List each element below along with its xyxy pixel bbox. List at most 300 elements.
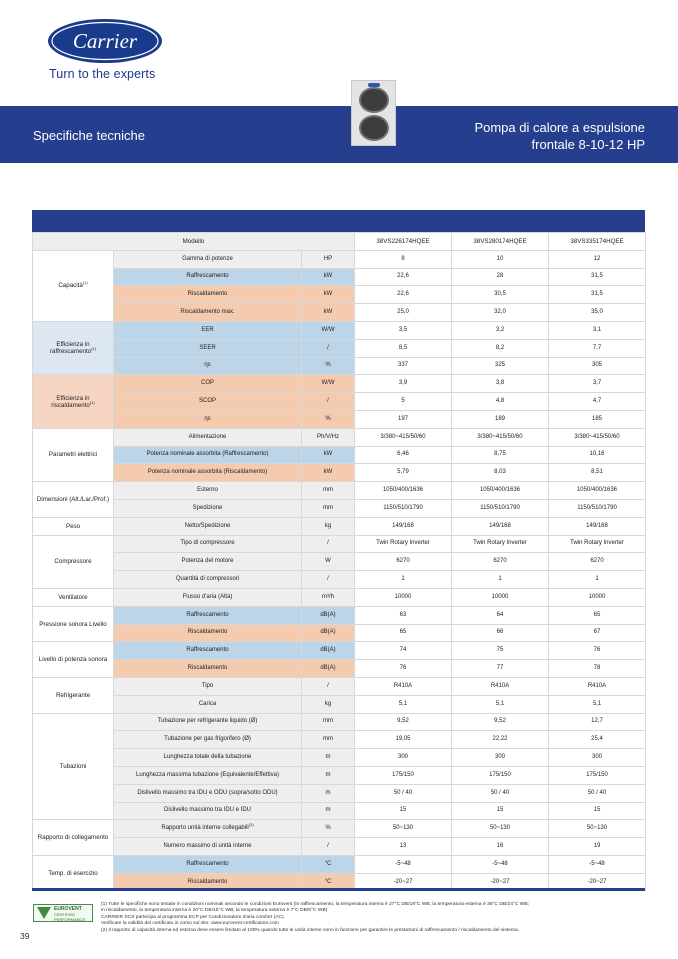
group-name: Peso [65,522,81,530]
parameter-name [114,250,302,268]
value-cell: 13 [355,838,452,856]
table-row [33,571,646,589]
value-cell: 8,2 [452,339,549,357]
value-cell: 3,5 [355,321,452,339]
spec-table-body [33,233,646,891]
value-cell: 300 [549,749,646,767]
value-cell: 50 / 40 [452,784,549,802]
value-cell: R410A [452,677,549,695]
value-cell: 3,8 [452,375,549,393]
group-label [33,855,114,891]
table-row [33,321,646,339]
parameter-name [114,642,302,660]
value-cell: 32,0 [452,304,549,322]
unit: W [302,553,355,571]
table-row [33,393,646,411]
value-cell: -20~27 [549,873,646,891]
table-row [33,339,646,357]
table-row [33,731,646,749]
table-row [33,838,646,856]
eurovent-line2: CERTIFIED PERFORMANCE [54,912,86,922]
value-cell: 1050/400/1636 [355,482,452,500]
value-cell: 5,79 [355,464,452,482]
table-bottom-rule [32,888,645,891]
unit: m [302,749,355,767]
footnote-line: (1) Tutte le specifiche sono testate in condizioni nominali secondo le condizioni Eurovent (in raffrescamento, la temperatura interna è 27°C DB/19°C WB; la temperatura esterna è 35°C DB/24°C WB; [101,902,529,907]
value-cell: 9,52 [452,713,549,731]
parameter-text: Tubazione per refrigerante liquido (Ø) [157,718,258,725]
table-row [33,428,646,446]
value-cell: 175/150 [549,766,646,784]
parameter-name [114,695,302,713]
value-cell: 1150/510/1790 [549,499,646,517]
parameter-text: Potenza del motore [181,558,234,565]
value-cell: 6270 [549,553,646,571]
product-title-line1: Pompa di calore a espulsione [474,120,645,135]
value-cell: 8 [355,250,452,268]
parameter-name [114,855,302,873]
model-name: 38VS335174HQEE [549,233,646,251]
table-row [33,375,646,393]
group-label [33,321,114,374]
parameter-name [114,784,302,802]
parameter-name [114,304,302,322]
value-cell: 1 [452,571,549,589]
value-cell: 6270 [355,553,452,571]
parameter-name [114,677,302,695]
model-header-row [33,233,646,251]
group-label [33,642,114,678]
value-cell: 15 [355,802,452,820]
value-cell: 64 [452,606,549,624]
group-label [33,250,114,321]
page-number: 39 [20,931,30,941]
table-header-bar [32,210,645,232]
table-row [33,606,646,624]
table-row [33,677,646,695]
unit: mm [302,713,355,731]
value-cell: 28 [452,268,549,286]
group-name: Livello di potenza sonora [38,656,108,664]
parameter-name [114,268,302,286]
group-name: Dimensioni (Alt./Lar./Prof.) [36,495,110,503]
unit: dB(A) [302,606,355,624]
table-row [33,784,646,802]
unit: kg [302,695,355,713]
parameter-text: Riscaldamento max. [180,309,235,316]
value-cell: 300 [452,749,549,767]
parameter-text: Tipo [201,682,214,689]
value-cell: 75 [452,642,549,660]
parameter-name [114,339,302,357]
unit: / [302,535,355,553]
unit: m [302,802,355,820]
group-label [33,588,114,606]
value-cell: 4,7 [549,393,646,411]
footnote-line: (2) Il rapporto di capacità interna ed esterna deve essere limitato al 100% quando tutte le unità interne sono in funzione per garantire le prestazioni di raffrescamento / riscaldamento del sistema. [101,927,520,933]
group-name: Efficienza in riscaldamento [51,394,90,409]
value-cell: 35,0 [549,304,646,322]
parameter-name [114,820,302,838]
value-cell: 149/168 [549,517,646,535]
unit: W/W [302,321,355,339]
parameter-text: Raffrescamento [186,860,229,867]
eurovent-logo [33,904,93,922]
value-cell: 10000 [549,588,646,606]
table-row [33,357,646,375]
value-cell: 10,16 [549,446,646,464]
value-cell: 5,1 [355,695,452,713]
unit: dB(A) [302,660,355,678]
table-row [33,286,646,304]
value-cell: 50~130 [549,820,646,838]
value-cell: 8,51 [549,464,646,482]
value-cell: -5~48 [355,855,452,873]
parameter-name [114,588,302,606]
group-label [33,428,114,481]
value-cell: 3/380~415/50/60 [549,428,646,446]
value-cell: 22,6 [355,268,452,286]
parameter-text: Raffrescamento [186,273,229,280]
value-cell: 149/168 [452,517,549,535]
parameter-text: Flusso d'aria (Alta) [182,593,233,600]
unit: % [302,820,355,838]
value-cell: 30,5 [452,286,549,304]
footnote-ref: (1) [89,399,95,405]
unit: / [302,838,355,856]
value-cell: Twin Rotary Inverter [355,535,452,553]
table-row [33,250,646,268]
value-cell: 175/150 [355,766,452,784]
parameter-name [114,286,302,304]
unit: m [302,784,355,802]
value-cell: 300 [355,749,452,767]
value-cell: -20~27 [452,873,549,891]
value-cell: 3,9 [355,375,452,393]
tagline: Turn to the experts [49,67,156,81]
parameter-name [114,624,302,642]
parameter-text: Carica [198,700,217,707]
value-cell: 76 [549,642,646,660]
value-cell: 6270 [452,553,549,571]
parameter-name [114,321,302,339]
value-cell: 3,1 [549,321,646,339]
group-name: Efficienza in raffrescamento [49,341,92,356]
parameter-text: Riscaldamento [187,878,228,885]
value-cell: 22,22 [452,731,549,749]
group-name: Ventilatore [58,593,88,601]
value-cell: 50~130 [452,820,549,838]
parameter-text: Riscaldamento [187,291,228,298]
value-cell: Twin Rotary Inverter [549,535,646,553]
table-row [33,588,646,606]
value-cell: 50~130 [355,820,452,838]
footnote-line: in riscaldamento, la temperatura interna è 20°C DB/15°C WB, la temperatura esterna è 7°C DB/6°C WB) [101,908,328,914]
parameter-text: Rapporto unità interne collegabili [161,825,249,832]
value-cell: 9,52 [355,713,452,731]
spec-table [32,232,646,891]
value-cell: 65 [549,606,646,624]
value-cell: 1 [355,571,452,589]
parameter-name [114,499,302,517]
value-cell: 337 [355,357,452,375]
parameter-text: ηs [204,415,211,422]
parameter-text: COP [200,380,214,387]
eurovent-line1: EUROVENT [54,906,82,912]
value-cell: 25,4 [549,731,646,749]
value-cell: 197 [355,410,452,428]
value-cell: -5~48 [549,855,646,873]
value-cell: R410A [355,677,452,695]
table-row [33,642,646,660]
value-cell: 1150/510/1790 [355,499,452,517]
footnote-ref: (2) [248,822,254,828]
carrier-logo [47,18,163,64]
group-label [33,820,114,856]
parameter-name [114,749,302,767]
value-cell: 10000 [355,588,452,606]
footnote-line: Verificare la validità del certificato in corso sul sito: www.eurovent-certification.com [101,921,279,927]
footnote-ref: (1) [82,280,88,286]
parameter-text: ηs [204,362,211,369]
parameter-name [114,713,302,731]
table-row [33,695,646,713]
parameter-text: Dislivello massimo tra IDU e ODU (sopra/sotto ODU) [137,789,278,796]
fan-icon [359,87,389,113]
group-name: Pressione sonora Livello [39,620,107,628]
table-row [33,410,646,428]
parameter-name [114,838,302,856]
unit: W/W [302,375,355,393]
value-cell: 8,75 [452,446,549,464]
value-cell: 74 [355,642,452,660]
parameter-name [114,428,302,446]
group-name: Parametri elettrici [48,451,98,459]
value-cell: 5,1 [549,695,646,713]
unit: kW [302,464,355,482]
value-cell: 15 [452,802,549,820]
value-cell: 8,03 [452,464,549,482]
unit: % [302,357,355,375]
parameter-text: SEER [199,344,216,351]
parameter-text: Riscaldamento [187,629,228,636]
parameter-text: Raffrescamento [186,647,229,654]
unit: mm [302,499,355,517]
table-row [33,802,646,820]
table-row [33,446,646,464]
group-label [33,606,114,642]
parameter-text: Tubazione per gas frigorifero (Ø) [164,736,251,743]
value-cell: 305 [549,357,646,375]
table-row [33,499,646,517]
value-cell: 63 [355,606,452,624]
table-row [33,268,646,286]
parameter-name [114,517,302,535]
value-cell: 12,7 [549,713,646,731]
unit: dB(A) [302,624,355,642]
group-name: Capacità [58,282,83,290]
unit: mm [302,482,355,500]
table-row [33,820,646,838]
parameter-name [114,482,302,500]
parameter-text: Numero massimo di unità interne [163,842,252,849]
table-row [33,713,646,731]
unit: / [302,677,355,695]
footnote-ref: (1) [91,346,97,352]
value-cell: 1 [549,571,646,589]
product-image [351,80,396,146]
value-cell: 50 / 40 [549,784,646,802]
parameter-name [114,357,302,375]
value-cell: 50 / 40 [355,784,452,802]
table-row [33,464,646,482]
unit: % [302,410,355,428]
value-cell: 1050/400/1636 [452,482,549,500]
parameter-name [114,375,302,393]
table-row [33,304,646,322]
value-cell: -20~27 [355,873,452,891]
value-cell: 5 [355,393,452,411]
parameter-name [114,571,302,589]
unit: m [302,766,355,784]
parameter-text: Riscaldamento [187,665,228,672]
unit: HP [302,250,355,268]
parameter-name [114,731,302,749]
value-cell: 15 [549,802,646,820]
parameter-text: Lunghezza totale della tubazione [163,754,252,760]
parameter-text: Spedizione [192,504,223,511]
group-name: Refrigerante [55,691,91,699]
table-row [33,855,646,873]
value-cell: 8,5 [355,339,452,357]
value-cell: 149/168 [355,517,452,535]
unit: kW [302,286,355,304]
group-name: Compressore [54,558,92,566]
footnotes [101,902,646,934]
value-cell: R410A [549,677,646,695]
parameter-text: Lunghezza massima tubazione (Equivalente/Effettiva) [136,771,279,778]
value-cell: 175/150 [452,766,549,784]
parameter-text: Netto/Spedizione [184,522,231,529]
unit: °C [302,873,355,891]
parameter-name [114,410,302,428]
value-cell: 3/380~415/50/60 [452,428,549,446]
value-cell: 5,1 [452,695,549,713]
parameter-name [114,802,302,820]
unit: kW [302,268,355,286]
parameter-name [114,393,302,411]
unit: / [302,393,355,411]
value-cell: 10000 [452,588,549,606]
value-cell: 22,6 [355,286,452,304]
parameter-text: Alimentazione [188,433,227,440]
parameter-text: Esterno [197,487,218,494]
parameter-text: Gamma di potenze [182,255,233,262]
parameter-text: Raffrescamento [186,611,229,618]
value-cell: 4,8 [452,393,549,411]
group-name: Rapporto di collegamento [37,834,109,842]
table-row [33,553,646,571]
value-cell: 1150/510/1790 [452,499,549,517]
value-cell: 19,05 [355,731,452,749]
value-cell: 185 [549,410,646,428]
parameter-name [114,535,302,553]
parameter-text: EER [201,326,214,333]
value-cell: 25,0 [355,304,452,322]
group-label [33,482,114,518]
parameter-text: Potenza nominale assorbita (Raffrescamento) [146,451,269,458]
group-name: Tubazioni [59,762,87,770]
unit: m³/h [302,588,355,606]
value-cell: 3,7 [549,375,646,393]
title-banner [0,106,678,163]
parameter-name [114,553,302,571]
eurovent-triangle-icon [37,907,51,919]
parameter-name [114,464,302,482]
value-cell: 189 [452,410,549,428]
group-name: Temp. di esercizio [48,869,98,877]
table-row [33,624,646,642]
parameter-text: Tipo di compressore [180,540,235,547]
value-cell: 7,7 [549,339,646,357]
value-cell: 16 [452,838,549,856]
parameter-text: Dislivello massimo tra IDU e IDU [163,807,251,814]
value-cell: 3/380~415/50/60 [355,428,452,446]
table-row [33,482,646,500]
value-cell: 325 [452,357,549,375]
unit: kW [302,446,355,464]
value-cell: Twin Rotary Inverter [452,535,549,553]
table-row [33,535,646,553]
value-cell: 10 [452,250,549,268]
unit: Ph/V/Hz [302,428,355,446]
value-cell: 31,5 [549,268,646,286]
unit: / [302,339,355,357]
model-label: Modello [33,233,355,251]
table-row [33,517,646,535]
value-cell: 3,2 [452,321,549,339]
parameter-text: Quantità di compressori [175,576,240,583]
parameter-text: SCOP [198,398,216,405]
model-name: 38VS280174HQEE [452,233,549,251]
value-cell: 67 [549,624,646,642]
group-label [33,713,114,820]
parameter-name [114,660,302,678]
value-cell: 1050/400/1636 [549,482,646,500]
unit: / [302,571,355,589]
value-cell: 12 [549,250,646,268]
value-cell: 66 [452,624,549,642]
value-cell: 31,5 [549,286,646,304]
group-label [33,535,114,588]
unit: dB(A) [302,642,355,660]
section-title: Specifiche tecniche [33,128,146,143]
value-cell: 77 [452,660,549,678]
value-cell: 65 [355,624,452,642]
unit: kg [302,517,355,535]
parameter-name [114,766,302,784]
parameter-name [114,606,302,624]
value-cell: -5~48 [452,855,549,873]
parameter-name [114,446,302,464]
unit: °C [302,855,355,873]
table-row [33,660,646,678]
unit: mm [302,731,355,749]
group-label [33,677,114,713]
value-cell: 6,46 [355,446,452,464]
group-label [33,375,114,428]
product-title [474,119,645,153]
